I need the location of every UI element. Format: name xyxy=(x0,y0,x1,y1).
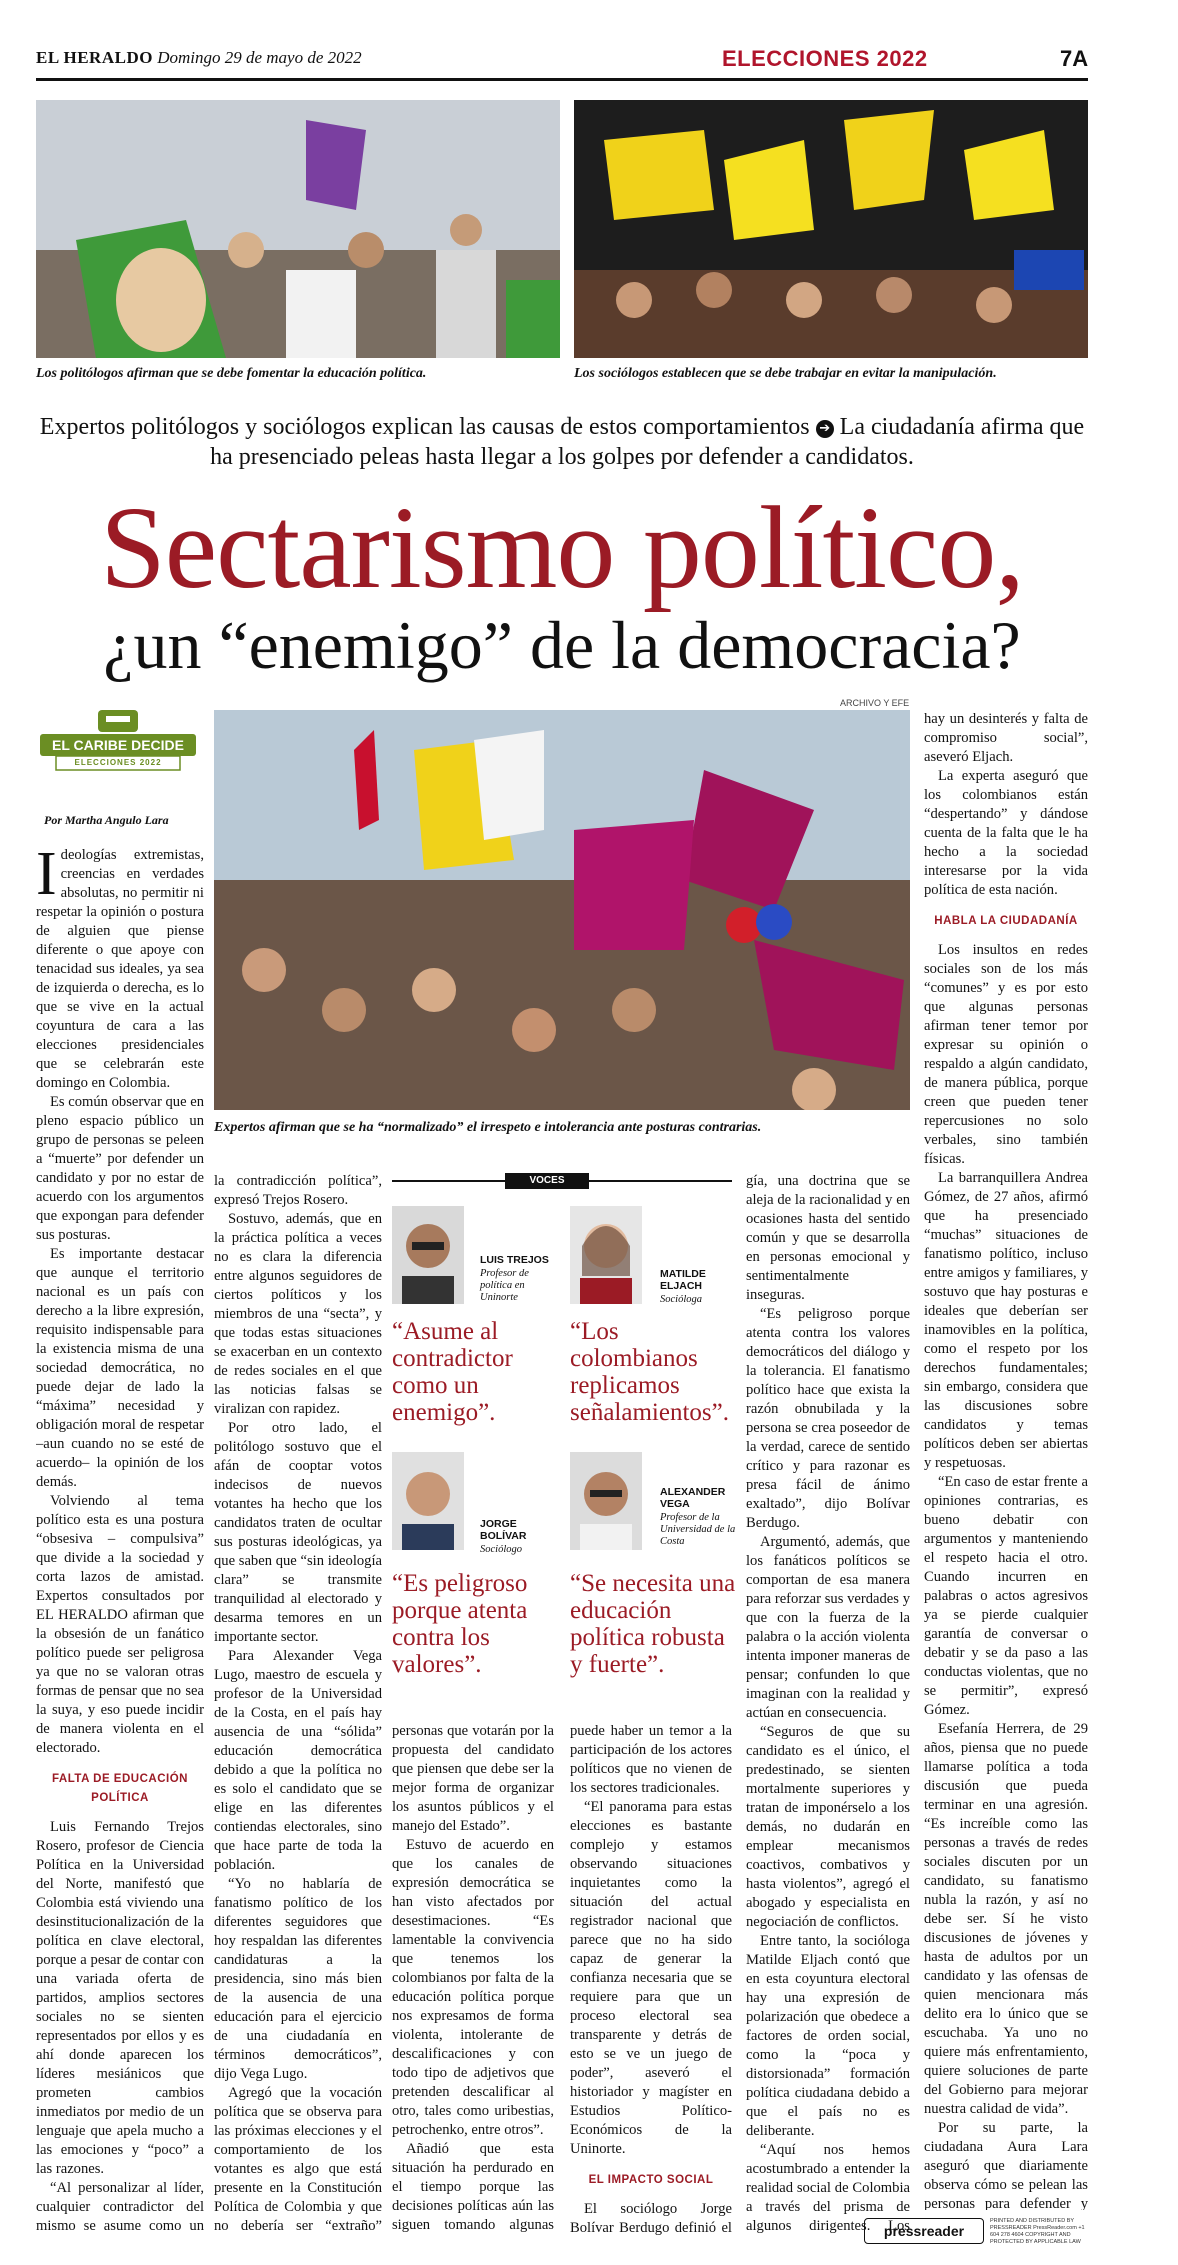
paragraph: Estuvo de acuerdo en que los canales de expresión democrática se han visto afectados por desestimaciones. “Es lamentable la convivencia que tenemos los colombianos por falta de la educación política porque nos expresamos de forma violenta, intolerante de descalificaciones y con todo tipo de adjetivos que pretenden descalificar al otro, tales como uribestias, petrochenko, entre otros”. xyxy=(392,1837,554,2138)
paragraph: hay un desinterés y falta de compromiso social”, aseveró Eljach. xyxy=(924,711,1088,765)
paragraph: Ideologías extremistas, creencias en verdades absolutas, no permitir ni respetar la opinión o postura de alguien que piense diferente o que apoye con tenacidad sus ideales, ya sea de izquierda o derecha, es lo que se vive en la actual coyuntura de cara a las elecciones presidenciales que se celebrarán este domingo en Colombia. xyxy=(36,846,204,1091)
deck xyxy=(36,412,1088,472)
voice-4-role: Profesor de la Universidad de la Costa xyxy=(660,1512,736,1547)
portrait-jorge-bolivar xyxy=(392,1452,464,1550)
paragraph: Esefanía Herrera, de 29 años, piensa que no puede llamarse política a toda discusión que pueda terminar en una agresión. “Es increíble como las personas a través de redes sociales discuten por un candidato, su fanatismo nubla la razón, y así no debe ser. Sí he visto discusiones de jóvenes y hasta de adultos por un candidato y las ofensas de quien mencionara más delito era lo único que se escuchaba. Ya uno no quiere más enfrentamiento, quiere soluciones de parte del Gobierno para mejorar nuestra calidad de vida”. xyxy=(924,1721,1088,2117)
pressreader-logo[interactable]: pressreader xyxy=(864,2218,984,2244)
paragraph: Es común observar que en pleno espacio público un grupo de personas se peleen a “muerte” por defender un candidato y por no estar de acuerdo con los argumentos que expongan para defender sus posturas. xyxy=(36,1094,204,1243)
headline-line-1: Sectarismo político, xyxy=(100,482,1024,613)
photo-main-caption: Expertos afirman que se ha “normalizado” el irrespeto e intolerancia ante posturas contrarias. xyxy=(214,1120,762,1135)
deck-part-2: La ciudadanía afirma que ha presenciado peleas hasta llegar a los golpes por defender a candidatos. xyxy=(210,414,1085,470)
voces-label: VOCES xyxy=(505,1173,589,1189)
paragraph: El sociólogo Jorge Bolívar Berdugo definió el xyxy=(570,2201,732,2236)
paragraph: Entre tanto, la socióloga Matilde Eljach contó que en esta coyuntura electoral hay una expresión de polarización que obedece a factores de orden social, como la “poca y distorsionada” formación política ciudadana debido a que el país no es deliberante. xyxy=(746,1933,910,2139)
headline-line-2: ¿un “enemigo” de la democracia? xyxy=(103,607,1021,683)
article-column-1 xyxy=(36,846,204,2236)
issue-date: Domingo 29 de mayo de 2022 xyxy=(157,48,362,67)
paragraph: “El panorama para estas elecciones es bastante complejo y estamos observando situaciones inquietantes como la situación del actual registrador nacional que parece que no ha sido capaz de generar la confianza necesaria que se requiere para que un proceso electoral sea transparente y detrás de esto se ve un juego de poder”, aseveró el historiador y magíster en Estudios Político-Económicos de la Uninorte. xyxy=(570,1799,732,2157)
voice-2-name: MATILDE ELJACH xyxy=(660,1268,706,1292)
voice-2-quote: “Los colombianos replicamos señalamientos”. xyxy=(570,1318,729,1426)
subhead: FALTA DE EDUCACIÓN POLÍTICA xyxy=(52,1773,188,1804)
paragraph: personas que votarán por la propuesta del candidato que piensen que debe ser la mejor forma de organizar los asuntos públicos y el manejo del Estado”. xyxy=(392,1723,554,1834)
paragraph: Añadió que esta situación ha perdurado en el tiempo porque las decisiones políticas aún las siguen tomando algunas xyxy=(392,2141,554,2233)
voice-4-name: ALEXANDER VEGA xyxy=(660,1486,726,1510)
el-caribe-decide-logo xyxy=(38,710,198,780)
paragraph: Por otro lado, el politólogo sostuvo que el afán de cooptar votos indecisos de nuevos votantes ha hecho que los candidatos traten de ocultar sus posturas ideológicas, ya que saben que “sin ideología clara” se transmite tranquilidad al electorado y desarma temores en un importante sector. xyxy=(214,1420,382,1645)
paragraph: la contradicción política”, expresó Trejos Rosero. xyxy=(214,1173,382,1208)
paragraph: “Es peligroso porque atenta contra los valores democráticos del diálogo y la tolerancia. El fanatismo político hace que exista la razón obnubilada y la persona se crea poseedor de la verdad, carece de sentido crítico y para razonar es presa fácil de ánimo exaltado”, dijo Bolívar Berdugo. xyxy=(746,1306,910,1531)
photo-credit: ARCHIVO Y EFE xyxy=(840,698,910,708)
voice-3-name: JORGE BOLÍVAR xyxy=(480,1518,527,1542)
page-number: 7A xyxy=(1060,46,1089,71)
masthead xyxy=(36,48,362,68)
paragraph: Argumentó, además, que los fanáticos políticos se comportan de esa manera para reforzar sus verdades y que con la fuerza de la palabra o la acción violenta intenta imponer maneras de pensar; confunden lo que imaginan con la realidad y actúan en consecuencia. xyxy=(746,1534,910,1721)
logo-line-2: ELECCIONES 2022 xyxy=(74,758,162,767)
paragraph: “Seguros de que su candidato es el único, el predestinado, se sienten mortalmente superiores y tratan de imponérselo a los demás, no dudarán en emplear mecanismos coactivos, combativos y hasta violentos”, agregó el abogado y especialista en negociación de conflictos. xyxy=(746,1724,910,1930)
paragraph: Por su parte, la ciudadana Aura Lara aseguró que diariamente observa cómo se pelean las personas para defender y xyxy=(924,2120,1088,2210)
article-column-4 xyxy=(570,1722,732,2236)
paragraph: Sostuvo, además, que en la práctica política a veces no es clara la diferencia entre algunos seguidores de ciertos políticos y los miembros de una “secta”, y que todas estas situaciones se exacerban en un contexto de redes sociales en el que las noticias falsas se viralizan con rapidez. xyxy=(214,1211,382,1417)
article-column-2 xyxy=(214,1172,382,2236)
footer-fine-print: PRINTED AND DISTRIBUTED BY PRESSREADER PressReader.com +1 604 278 4604 COPYRIGHT AND PROTECTED BY APPLICABLE LAW xyxy=(990,2218,1085,2245)
paragraph: Agregó que la vocación política que se observa para las próximas elecciones y el comportamiento de los votantes es algo que está presente en la Constitución Política de Colombia y que no debería ser “extraño” xyxy=(214,2085,382,2234)
deck-part-1: Expertos politólogos y sociólogos explican las causas de estos comportamientos xyxy=(39,414,810,440)
byline: Por Martha Angulo Lara xyxy=(44,813,169,827)
article-column-5 xyxy=(746,1172,910,2236)
paragraph: gía, una doctrina que se aleja de la racionalidad y en ocasiones hasta del sentido común y que se desarrolla en personas emocional y sentimentalmente inseguras. xyxy=(746,1173,910,1303)
photo-rally-left xyxy=(36,100,560,358)
portrait-luis-trejos xyxy=(392,1206,464,1304)
article-column-3 xyxy=(392,1722,554,2236)
paragraph: Es importante destacar que aunque el territorio nacional es un país con derecho a la libre expresión, requisito indispensable para la existencia misma de una sociedad democrática, no puede dejar de lado la “máxima” necesidad y obligación moral de respetar –aun cuando no se esté de acuerdo– la opinión de los demás. xyxy=(36,1246,204,1490)
paragraph: Luis Fernando Trejos Rosero, profesor de Ciencia Política en la Universidad del Norte, manifestó que Colombia está viviendo una desinstitucionalización de la política en clave electoral, porque a pesar de contar con una variada oferta de partidos, amplios sectores sociales no se sienten representados por ellos y es ahí donde aparecen los líderes mesiánicos que prometen cambios inmediatos por medio de un lenguaje que apela mucho a las emociones y “poco” a las razones. xyxy=(36,1819,204,2177)
paragraph: La barranquillera Andrea Gómez, de 27 años, afirmó que ha presenciado “muchas” situaciones de fanatismo político, incluso entre amigos y familiares, y sostuvo que hay posturas e ideales que deberían ser inamovibles en la política, como el respeto por los derechos fundamentales; sin embargo, considera que las discusiones sobre candidatos y temas políticos deben ser abiertas y respetuosas. xyxy=(924,1170,1088,1471)
voice-3-quote: “Es peligroso porque atenta contra los valores”. xyxy=(392,1570,528,1678)
paragraph: La experta aseguró que los colombianos están “despertando” y dándose cuenta de la falta que le ha hecho a la sociedad interesarse por la vida política de esta nación. xyxy=(924,768,1088,898)
arrow-icon: ➔ xyxy=(816,420,834,438)
paper-name: EL HERALDO xyxy=(36,48,153,67)
photo-rally-right xyxy=(574,100,1088,358)
portrait-matilde-eljach xyxy=(570,1206,642,1304)
photo-main-crowd xyxy=(214,710,910,1110)
voice-1-role: Profesor de política en Uninorte xyxy=(480,1268,529,1303)
header-rule xyxy=(36,78,1088,81)
voice-3-role: Sociólogo xyxy=(480,1544,522,1555)
photo-left-caption: Los politólogos afirman que se debe fomentar la educación política. xyxy=(36,366,427,381)
paragraph: “Al personalizar al líder, cualquier contradictor del mismo se asume como un xyxy=(36,2180,204,2234)
logo-line-1: EL CARIBE DECIDE xyxy=(52,737,184,753)
voice-2-role: Socióloga xyxy=(660,1294,702,1305)
paragraph: Para Alexander Vega Lugo, maestro de escuela y profesor de la Universidad de la Costa, en el país hay ausencia de una “sólida” educación democrática debido a que la política no es solo el candidato que se elige en las diferentes contiendas electorales, sino que hace parte de toda la población. xyxy=(214,1648,382,1873)
voice-1-quote: “Asume al contradictor como un enemigo”. xyxy=(392,1318,513,1426)
paragraph: “En caso de estar frente a opiniones contrarias, es bueno debatir con argumentos y manteniendo el respeto hacia el otro. Cuando incurren en palabras o actos agresivos ya se pierde cualquier garantía de conversar o debatir y se da paso a las conductas violentas, que no se permitir”, expresó Gómez. xyxy=(924,1474,1088,1718)
paragraph: Los insultos en redes sociales son de los más “comunes” y es por esto que algunas personas afirman tener temor por expresar su opinión o respaldo a algún candidato, de manera pública, porque creen que pueden tener repercusiones no solo verbales, sino también físicas. xyxy=(924,942,1088,1167)
paragraph: Volviendo al tema político esta es una postura “obsesiva – compulsiva” que divide a la sociedad y corta lazos de amistad. Expertos consultados por EL HERALDO afirman que la obsesión de un fanático político puede ser peligrosa ya que no se valoran otras formas de pensar que no sea la suya, y eso puede incidir de manera violenta en el electorado. xyxy=(36,1493,204,1756)
subhead: HABLA LA CIUDADANÍA xyxy=(934,915,1078,927)
paragraph: puede haber un temor a la participación de los actores políticos que no vienen de los sectores tradicionales. xyxy=(570,1723,732,1796)
drop-cap: I xyxy=(36,846,57,908)
voice-4-quote: “Se necesita una educación política robusta y fuerte”. xyxy=(570,1570,736,1678)
photo-right-caption: Los sociólogos establecen que se debe trabajar en evitar la manipulación. xyxy=(574,366,997,381)
portrait-alexander-vega xyxy=(570,1452,642,1550)
article-column-6 xyxy=(924,710,1088,2210)
voice-1-name: LUIS TREJOS xyxy=(480,1254,549,1266)
section-title: ELECCIONES 2022 xyxy=(722,46,928,71)
paragraph: “Yo no hablaría de fanatismo político de los diferentes seguidores que hoy respaldan las diferentes candidaturas a la presidencia, sino más bien de la ausencia de una educación para el ejercicio de una ciudadanía en términos democráticos”, dijo Vega Lugo. xyxy=(214,1876,382,2082)
paragraph: “Aquí nos hemos acostumbrado a entender la realidad social de Colombia a través del prisma de algunos dirigentes. Los xyxy=(746,2142,910,2234)
subhead: EL IMPACTO SOCIAL xyxy=(588,2174,714,2186)
